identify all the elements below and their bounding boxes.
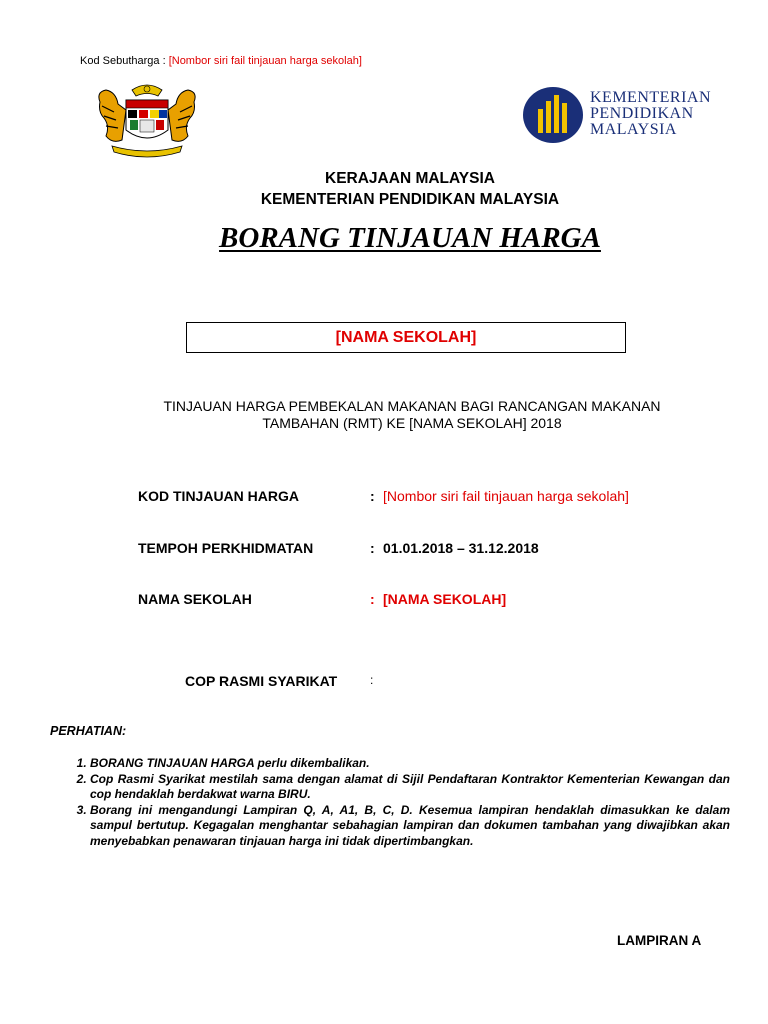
kpm-line2: PENDIDIKAN bbox=[590, 105, 694, 122]
kerajaan-heading: KERAJAAN MALAYSIA bbox=[325, 170, 495, 187]
kod-tinjauan-value: [Nombor siri fail tinjauan harga sekolah] bbox=[383, 488, 629, 504]
form-title: BORANG TINJAUAN HARGA bbox=[219, 222, 601, 254]
nama-sekolah-value: [NAMA SEKOLAH] bbox=[383, 591, 507, 607]
kod-tinjauan-colon: : bbox=[370, 488, 375, 504]
kpm-emblem-icon bbox=[522, 85, 584, 145]
tempoh-value: 01.01.2018 – 31.12.2018 bbox=[383, 540, 539, 556]
perhatian-title: PERHATIAN: bbox=[50, 724, 127, 738]
government-title bbox=[0, 168, 768, 210]
kod-sebutharga-value: [Nombor siri fail tinjauan harga sekolah] bbox=[168, 55, 362, 67]
kpm-logo bbox=[522, 85, 722, 145]
kod-tinjauan-label: KOD TINJAUAN HARGA bbox=[138, 488, 299, 504]
kpm-line3: MALAYSIA bbox=[590, 121, 677, 138]
subject-line1: TINJAUAN HARGA PEMBEKALAN MAKANAN BAGI RANCANGAN MAKANAN bbox=[163, 398, 661, 414]
tempoh-label: TEMPOH PERKHIDMATAN bbox=[138, 540, 314, 556]
kod-sebutharga bbox=[80, 55, 362, 67]
malaysia-coat-of-arms-icon bbox=[92, 82, 202, 160]
kod-sebutharga-label: Kod Sebutharga : bbox=[80, 55, 169, 67]
subject-line2: TAMBAHAN (RMT) KE [NAMA SEKOLAH] 2018 bbox=[262, 415, 562, 431]
tempoh-colon: : bbox=[370, 540, 375, 556]
note-item: 2. Cop Rasmi Syarikat mestilah sama dengan alamat di Sijil Pendaftaran Kontraktor Kementerian Kewangan dan cop hendaklah berdakwat warna BIRU. bbox=[90, 772, 730, 803]
note-item: 3. Borang ini mengandungi Lampiran Q, A, A1, B, C, D. Kesemua lampiran hendaklah dimasukkan ke dalam sampul bertutup. Kegagalan menghantar sebahagian lampiran dan dokumen tambahan yang diwajibkan akan menyebabkan penawaran tinjauan harga ini tidak dipertimbangkan. bbox=[90, 803, 730, 850]
lampiran-label: LAMPIRAN A bbox=[617, 933, 702, 948]
school-name-box: [NAMA SEKOLAH] bbox=[186, 322, 626, 353]
perhatian-notes bbox=[72, 756, 730, 849]
kpm-line1: KEMENTERIAN bbox=[590, 89, 712, 106]
subject-heading bbox=[0, 398, 768, 432]
kementerian-heading: KEMENTERIAN PENDIDIKAN MALAYSIA bbox=[260, 191, 560, 208]
cop-rasmi-label: COP RASMI SYARIKAT bbox=[185, 673, 338, 689]
nama-sekolah-label: NAMA SEKOLAH bbox=[138, 591, 252, 607]
note-item: 1. BORANG TINJAUAN HARGA perlu dikembalikan. bbox=[90, 756, 730, 772]
nama-sekolah-colon: : bbox=[370, 591, 375, 607]
cop-rasmi-colon: : bbox=[370, 673, 374, 687]
